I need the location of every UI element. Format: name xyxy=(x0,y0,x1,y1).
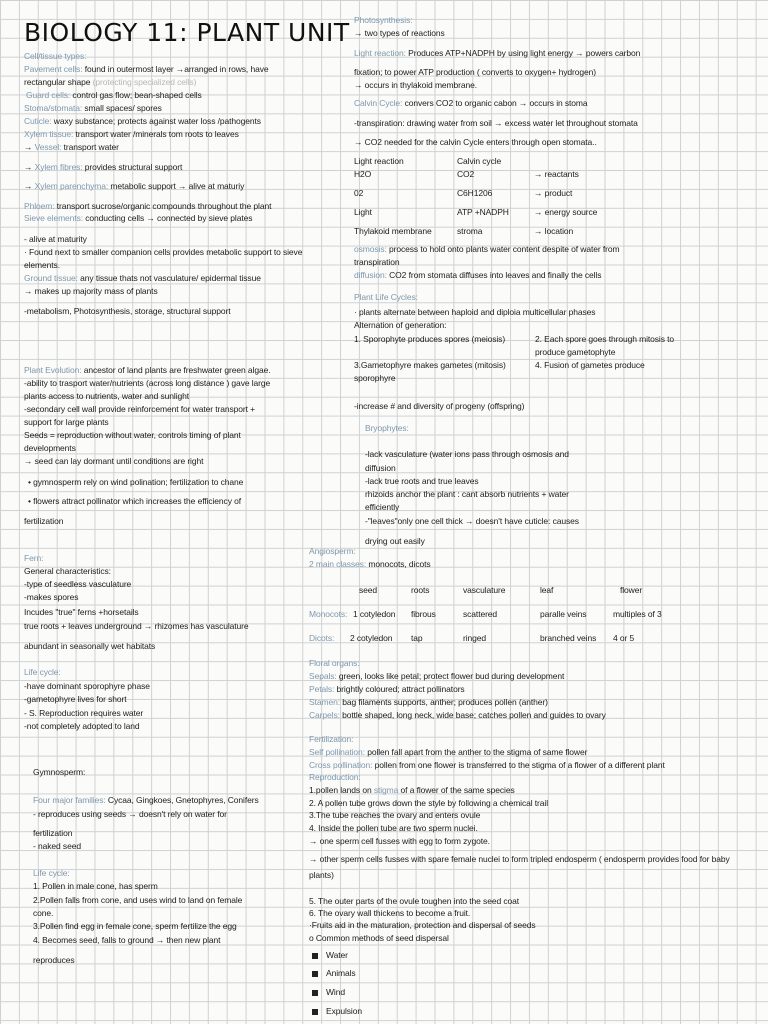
definition: brightly coloured; attract pollinators xyxy=(334,684,465,694)
definition: CO2 from stomata diffuses into leaves and finally the cells xyxy=(386,270,602,280)
photosynthesis-line: → two types of reactions xyxy=(354,28,445,38)
floral-organs-heading: Floral organs: xyxy=(309,658,360,668)
angiosperm-table-header: vasculature xyxy=(463,585,506,595)
companion-line-2: elements. xyxy=(24,260,60,270)
list-item xyxy=(312,968,356,979)
life-cycles-step: produce gametophyte xyxy=(535,347,616,357)
reaction-table-cell: 02 xyxy=(354,188,364,198)
reproduction-step: o Common methods of seed dispersal xyxy=(309,933,449,943)
petals-line xyxy=(309,684,465,695)
evolution-line: -secondary cell wall provide reinforcement for water transport + xyxy=(24,404,255,414)
reproduction-step: 2. A pollen tube grows down the style by following a chemical trail xyxy=(309,798,548,808)
reproduction-step: 4. Inside the pollen tube are two sperm nuclei. xyxy=(309,823,478,833)
life-cycles-step: 2. Each spore goes through mitosis to xyxy=(535,334,674,344)
xylem-line xyxy=(24,129,239,140)
gymnosperm-families-line xyxy=(33,795,259,806)
life-cycles-line: -increase # and diversity of progeny (offspring) xyxy=(354,401,525,411)
reproduction-step: 5. The outer parts of the ovule toughen into the seed coat xyxy=(309,896,520,906)
plant-evolution-line xyxy=(24,365,270,376)
gymnosperm-life-cycle-line: 1. Pollen in male cone, has sperm xyxy=(33,881,158,891)
term: Xylem tissue: xyxy=(24,129,74,139)
angiosperm-table-cell: tap xyxy=(411,633,423,643)
xylem-parenchyma-line xyxy=(24,181,244,192)
arrow: → xyxy=(24,181,35,191)
evolution-line: fertilization xyxy=(24,516,64,526)
term: osmosis: xyxy=(354,244,387,254)
evolution-line: plants access to nutrients, water and sunlight xyxy=(24,391,190,401)
angiosperm-table-cell: 2 cotyledon xyxy=(350,633,393,643)
list-item xyxy=(312,950,348,961)
reaction-table-header: Calvin cycle xyxy=(457,156,502,166)
life-cycles-heading: Plant Life Cycles: xyxy=(354,292,418,302)
bryophytes-line: -lack true roots and true leaves xyxy=(365,476,479,486)
fern-life-cycle-line: -not completely adopted to land xyxy=(24,721,140,731)
reaction-table-cell: → location xyxy=(534,226,574,236)
sieve-line xyxy=(24,213,252,224)
term: Petals: xyxy=(309,684,335,694)
reproduction-step: 6. The ovary wall thickens to become a fruit. xyxy=(309,908,471,918)
term: Cross pollination: xyxy=(309,760,373,770)
bryophytes-heading: Bryophytes: xyxy=(365,423,409,433)
angiosperm-table-cell: paralle veins xyxy=(540,609,587,619)
term: Self pollination: xyxy=(309,747,365,757)
list-item-label: Animals xyxy=(326,968,356,978)
definition: bag filaments supports, anther; produces pollen (anther) xyxy=(339,697,548,707)
term: Vessel: xyxy=(34,142,62,152)
gymnosperm-life-cycle-line: cone. xyxy=(33,908,54,918)
reaction-table-cell: ATP +NADPH xyxy=(457,207,509,217)
list-item xyxy=(312,1006,362,1017)
pavement-cells-line xyxy=(24,64,268,75)
arrow: → xyxy=(24,162,35,172)
calvin-cycle-line xyxy=(354,98,588,109)
bryophytes-line: efficiently xyxy=(365,502,400,512)
definition: Cycaa, Gingkoes, Gnetophyres, Conifers xyxy=(105,795,259,805)
life-cycles-step: 1. Sporophyte produces spores (meiosis) xyxy=(354,334,506,344)
page-title: BIOLOGY 11: PLANT UNIT xyxy=(24,18,350,47)
definition: ancestor of land plants are freshwater green algae. xyxy=(81,365,271,375)
alive-line: - alive at maturity xyxy=(24,234,87,244)
definition: monocots, dicots xyxy=(366,559,431,569)
angiosperm-table-cell: fibrous xyxy=(411,609,436,619)
term: 2 main classes: xyxy=(309,559,367,569)
life-cycles-step: sporophyre xyxy=(354,373,396,383)
square-bullet-icon xyxy=(312,1009,318,1015)
definition: rectangular shape xyxy=(24,77,91,87)
square-bullet-icon xyxy=(312,971,318,977)
guard-cells-line xyxy=(26,90,202,101)
reproduction-step: → other sperm cells fusses with spare female nuclei to form tripled endosperm ( endosperm provides food for baby xyxy=(309,854,730,864)
gymnosperm-life-cycle-line: 2.Pollen falls from cone, and uses wind to land on female xyxy=(33,895,243,905)
reaction-table-header: Light reaction xyxy=(354,156,404,166)
angiosperm-row-label: Monocots: xyxy=(309,609,348,619)
gymnosperm-line: - reproduces using seeds → doesn't rely on water for xyxy=(33,809,227,819)
reaction-table-cell: CO2 xyxy=(457,169,475,179)
angiosperm-table-cell: ringed xyxy=(463,633,487,643)
definition: metabolic support → alive at maturiy xyxy=(108,181,245,191)
companion-line: · Found next to smaller companion cells provides metabolic support to sieve xyxy=(24,247,303,257)
reaction-table-cell: → energy source xyxy=(534,207,598,217)
life-cycles-step: 4. Fusion of gametes produce xyxy=(535,360,645,370)
evolution-bullet: • flowers attract pollinator which increases the efficiency of xyxy=(28,496,241,506)
metabolism-line: -metabolism, Photosynthesis, storage, structural support xyxy=(24,306,231,316)
definition: Produces ATP+NADPH by using light energy → powers carbon xyxy=(405,48,641,58)
text: 1.pollen lands on xyxy=(309,785,374,795)
fern-line: Incudes "true" ferns +horsetails xyxy=(24,607,139,617)
list-item-label: Water xyxy=(326,950,348,960)
fern-life-cycle-line: -gametophyre lives for short xyxy=(24,694,127,704)
ground-tissue-line xyxy=(24,273,261,284)
evolution-line: → seed can lay dormant until conditions are right xyxy=(24,456,204,466)
phloem-line xyxy=(24,201,271,212)
stoma-line xyxy=(24,103,162,114)
reaction-table-cell: Thylakoid membrane xyxy=(354,226,432,236)
term: stigma xyxy=(373,785,399,795)
list-item-label: Wind xyxy=(326,987,345,997)
angiosperm-row-label: Dicots: xyxy=(309,633,335,643)
term: Stamen: xyxy=(309,697,340,707)
co2-line: → CO2 needed for the calvin Cycle enters through open stomata.. xyxy=(354,137,597,147)
definition: transport sucrose/organic compounds throughout the plant xyxy=(54,201,272,211)
arrow: → xyxy=(24,142,35,152)
definition: transport water xyxy=(61,142,119,152)
angiosperm-heading: Angiosperm: xyxy=(309,546,356,556)
bryophytes-line: drying out easily xyxy=(365,536,425,546)
majority-line: → makes up majority mass of plants xyxy=(24,286,158,296)
fern-line: -type of seedless vasculature xyxy=(24,579,132,589)
bryophytes-line: diffusion xyxy=(365,463,396,473)
gymnosperm-life-cycle-heading: Life cycle: xyxy=(33,868,70,878)
fern-line: true roots + leaves underground → rhizomes has vasculature xyxy=(24,621,249,631)
photosynthesis-line: → occurs in thylakoid membrane. xyxy=(354,80,478,90)
evolution-line: Seeds = reproduction without water, controls timing of plant xyxy=(24,430,241,440)
fern-life-cycle-heading: Life cycle: xyxy=(24,667,61,677)
self-pollination-line xyxy=(309,747,587,758)
fern-line: General characteristics: xyxy=(24,566,111,576)
gymnosperm-life-cycle-line: 4. Becomes seed, falls to ground → then new plant xyxy=(33,935,221,945)
evolution-line: developments xyxy=(24,443,76,453)
definition: provides structural support xyxy=(82,162,183,172)
gymnosperm-life-cycle-line: reproduces xyxy=(33,955,75,965)
photosynthesis-heading: Photosynthesis: xyxy=(354,15,413,25)
definition: bottle shaped, long neck, wide base; catches pollen and guides to ovary xyxy=(339,710,606,720)
cell-types-heading: Cell/tissue types: xyxy=(24,51,87,61)
reaction-table-cell: C6H1206 xyxy=(457,188,493,198)
definition: convers CO2 to organic cabon → occurs in stoma xyxy=(402,98,588,108)
reaction-table-cell: H2O xyxy=(354,169,372,179)
reproduction-step: 3.The tube reaches the ovary and enters ovule xyxy=(309,810,481,820)
stamen-line xyxy=(309,697,548,708)
evolution-bullet: • gymnosperm rely on wind polination; fertilization to chane xyxy=(28,477,244,487)
bryophytes-line: rhizoids anchor the plant : cant absorb nutrients + water xyxy=(365,489,569,499)
term: Carpels: xyxy=(309,710,340,720)
definition: waxy substance; protects against water loss /pathogents xyxy=(51,116,261,126)
term: Calvin Cycle: xyxy=(354,98,403,108)
square-bullet-icon xyxy=(312,953,318,959)
osmosis-line xyxy=(354,244,619,255)
angiosperm-table-cell: multiples of 3 xyxy=(613,609,662,619)
definition: conducting cells → connected by sieve plates xyxy=(82,213,253,223)
bryophytes-line: -lack vasculature (water ions pass through osmosis and xyxy=(365,449,569,459)
cross-pollination-line xyxy=(309,760,665,771)
photosynthesis-line: fixation; to power ATP production ( converts to oxygen+ hydrogen) xyxy=(354,67,596,77)
cuticle-line xyxy=(24,116,261,127)
fern-line: abundant in seasonally wet habitats xyxy=(24,641,156,651)
definition: small spaces/ spores xyxy=(82,103,162,113)
sepals-line xyxy=(309,671,564,682)
carpels-line xyxy=(309,710,606,721)
reaction-table-cell: → reactants xyxy=(534,169,579,179)
definition: transport water /minerals tom roots to leaves xyxy=(73,129,239,139)
pavement-cells-line-2 xyxy=(24,77,196,88)
evolution-line: -ability to trasport water/nutrients (across long distance ) gave large xyxy=(24,378,271,388)
angiosperm-table-cell: branched veins xyxy=(540,633,597,643)
gymnosperm-line: - naked seed xyxy=(33,841,81,851)
fern-life-cycle-line: -have dominant sporophyre phase xyxy=(24,681,150,691)
angiosperm-table-cell: scattered xyxy=(463,609,498,619)
angiosperm-classes-line xyxy=(309,559,431,570)
list-item xyxy=(312,987,345,998)
angiosperm-table-header: seed xyxy=(359,585,378,595)
reproduction-step: plants) xyxy=(309,870,334,880)
definition: green, looks like petal; protect flower bud during development xyxy=(336,671,565,681)
angiosperm-table-header: flower xyxy=(620,585,643,595)
angiosperm-table-cell: 1 cotyledon xyxy=(353,609,396,619)
definition: found in outermost layer →arranged in rows, have xyxy=(82,64,269,74)
osmosis-line-2: transpiration xyxy=(354,257,400,267)
vessel-line xyxy=(24,142,119,153)
term: Cuticle: xyxy=(24,116,52,126)
term: Xylem parenchyma: xyxy=(34,181,109,191)
fern-life-cycle-line: - S. Reproduction requires water xyxy=(24,708,144,718)
life-cycles-line: Alternation of generation: xyxy=(354,320,447,330)
term: Sepals: xyxy=(309,671,337,681)
term: Four major families: xyxy=(33,795,106,805)
note: (protecting specialized cells) xyxy=(90,77,197,87)
transpiration-line: -transpiration: drawing water from soil → excess water let throughout stomata xyxy=(354,118,638,128)
fertilization-heading: Fertilization: xyxy=(309,734,354,744)
definition: pollen fall apart from the anther to the stigma of same flower xyxy=(364,747,588,757)
light-reaction-line xyxy=(354,48,640,59)
term: Ground tissue: xyxy=(24,273,78,283)
gymnosperm-life-cycle-line: 3.Pollen find egg in female cone, sperm fertilize the egg xyxy=(33,921,237,931)
term: Pavement cells: xyxy=(24,64,83,74)
gymnosperm-heading: Gymnosperm: xyxy=(33,767,86,777)
diffusion-line xyxy=(354,270,601,281)
definition: process to hold onto plants water content despite of water from xyxy=(386,244,620,254)
definition: control gas flow; bean-shaped cells xyxy=(70,90,202,100)
reaction-table-cell: Light xyxy=(354,207,372,217)
term: Plant Evolution: xyxy=(24,365,82,375)
text: of a flower of the same species xyxy=(398,785,515,795)
term: Guard cells: xyxy=(26,90,71,100)
reaction-table-cell: → product xyxy=(534,188,573,198)
bryophytes-line: -"leaves"only one cell thick → doesn't have cuticle: causes xyxy=(365,516,579,526)
fern-heading: Fern: xyxy=(24,553,44,563)
life-cycles-step: 3.Gametophyre makes gametes (mitosis) xyxy=(354,360,506,370)
definition: any tissue thats not vasculature/ epidermal tissue xyxy=(77,273,261,283)
fern-line: -makes spores xyxy=(24,592,79,602)
angiosperm-table-cell: 4 or 5 xyxy=(613,633,635,643)
term: Stoma/stomata: xyxy=(24,103,83,113)
reproduction-step: → one sperm cell fusses with egg to form zygote. xyxy=(309,836,490,846)
angiosperm-table-header: leaf xyxy=(540,585,554,595)
term: Xylem fibres: xyxy=(34,162,83,172)
reproduction-step: ·Fruits aid in the maturation, protection and dispersal of seeds xyxy=(309,920,536,930)
term: Phloem: xyxy=(24,201,55,211)
reaction-table-cell: stroma xyxy=(457,226,483,236)
definition: pollen from one flower is transferred to the stigma of a flower of a different plant xyxy=(372,760,665,770)
square-bullet-icon xyxy=(312,990,318,996)
reproduction-heading: Reproduction: xyxy=(309,772,361,782)
evolution-line: support for large plants xyxy=(24,417,109,427)
angiosperm-table-header: roots xyxy=(411,585,430,595)
term: Light reaction: xyxy=(354,48,406,58)
term: Sieve elements: xyxy=(24,213,83,223)
xylem-fibres-line xyxy=(24,162,182,173)
gymnosperm-line: fertilization xyxy=(33,828,73,838)
life-cycles-line: · plants alternate between haploid and diploia multicellular phases xyxy=(354,307,596,317)
list-item-label: Expulsion xyxy=(326,1006,362,1016)
term: diffusion: xyxy=(354,270,387,280)
reproduction-step xyxy=(309,785,515,796)
